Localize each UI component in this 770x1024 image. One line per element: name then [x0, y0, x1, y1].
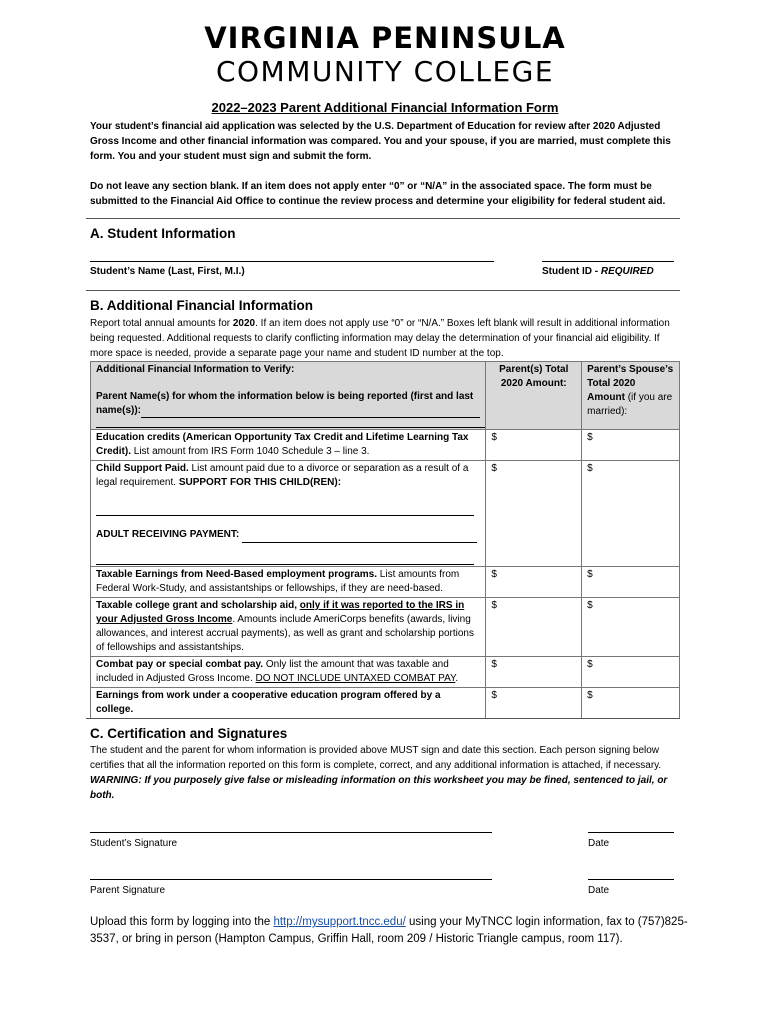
row-label-text: . Amounts include AmeriCorps benefits (awards, living allowances, and interest accrual payments), as well as grant and scholarship portions of fellowships and assistantships.	[96, 614, 474, 653]
student-date-label: Date	[588, 838, 610, 849]
section-b-intro-pre: Report total annual amounts for	[90, 318, 233, 329]
logo-line-1: VIRGINIA PENINSULA	[204, 21, 566, 55]
parent-amount-input[interactable]: $	[486, 598, 582, 657]
parent-signature-label: Parent Signature	[90, 885, 166, 896]
parent-date-label: Date	[588, 885, 610, 896]
financial-info-table	[90, 361, 680, 719]
row-label-bold-2: SUPPORT FOR THIS CHILD(REN):	[178, 477, 342, 488]
parent-amount-input[interactable]: $	[486, 688, 582, 719]
row-label-bold: Education credits (American Opportunity Tax Credit and Lifetime Learning Tax Credit).	[96, 432, 469, 457]
row-label-bold: Child Support Paid.	[96, 463, 189, 474]
upload-post: using your MyTNCC login information, fax to (757)825-3537, or bring in person (Hampton Campus, Griffin Hall, room 209 / Historic Triangle campus, room 117).	[90, 916, 688, 945]
spouse-amount-input[interactable]: $	[582, 461, 680, 567]
form-title: 2022–2023 Parent Additional Financial Information Form	[211, 100, 559, 115]
table-row	[91, 430, 680, 461]
section-b-intro-post: . If an item does not apply use “0” or “N/A.” Boxes left blank will result in additional information being requested. Additional requests to clarify conflicting information may delay the determination of your financial aid eligibility. If more space is needed, provide a separate page your name and student ID number at the top.	[90, 318, 670, 359]
student-id-label	[542, 266, 654, 277]
parent-date-line[interactable]	[588, 879, 674, 880]
spouse-amount-input[interactable]: $	[582, 567, 680, 598]
table-row	[91, 657, 680, 688]
row-label-text: List amounts from Federal Work-Study, and assistantships or fellowships, if they are need-based.	[96, 569, 460, 594]
parent-names-line-2[interactable]	[96, 418, 485, 428]
parent-amount-input[interactable]: $	[486, 461, 582, 567]
divider	[86, 290, 680, 291]
spouse-amount-input[interactable]: $	[582, 688, 680, 719]
row-child-support-label	[91, 461, 486, 567]
row-combat-pay-label	[91, 657, 486, 688]
student-name-label: Student’s Name (Last, First, M.I.)	[90, 266, 245, 277]
header-info-label: Additional Financial Information to Verify:	[96, 364, 295, 375]
spouse-amount-input[interactable]: $	[582, 430, 680, 461]
spouse-amount-input[interactable]: $	[582, 657, 680, 688]
child-support-line[interactable]	[96, 490, 474, 516]
parent-amount-input[interactable]: $	[486, 567, 582, 598]
parent-amount-input[interactable]: $	[486, 657, 582, 688]
intro-paragraph-1: Your student’s financial aid application was selected by the U.S. Department of Education for review after 2020 Adjusted Gross Income and other financial information was compared. You and your spouse, if you are married, must complete this form. You and your student must sign and submit the form.	[90, 121, 671, 162]
intro-paragraph-2: Do not leave any section blank. If an item does not apply enter “0” or “N/A” in the associated space. The form must be submitted to the Financial Aid Office to continue the review process and determine your eligibility for federal student aid.	[90, 181, 666, 207]
section-c-warning: WARNING: If you purposely give false or misleading information on this worksheet you may be fined, sentenced to jail, or both.	[90, 775, 668, 801]
row-label-bold-underline: only if it was reported to the IRS in your Adjusted Gross Income	[96, 600, 465, 625]
student-name-line[interactable]	[90, 261, 494, 262]
row-label-bold: Taxable college grant and scholarship aid,	[96, 600, 297, 611]
adult-receiving-payment	[96, 528, 480, 543]
row-label-text: List amount paid due to a divorce or separation as a result of a legal requirement.	[96, 463, 469, 488]
header-spouse-total-bold: Parent’s Spouse’s Total 2020 Amount	[587, 364, 674, 403]
header-parent-names-label: Parent Name(s) for whom the information below is being reported (first and last name(s)):	[96, 391, 474, 416]
section-b-intro	[90, 316, 680, 361]
logo-line-2: COMMUNITY COLLEGE	[215, 55, 555, 88]
section-c-body: The student and the parent for whom information is provided above MUST sign and date this section. Each person signing below certifies that all the information reported on this form is complete, correct, and any additional information is attached, if necessary.	[90, 745, 662, 771]
row-label-bold: Earnings from work under a cooperative education program offered by a college.	[96, 690, 441, 715]
header-spouse-total	[582, 362, 680, 430]
row-grant-scholarship-label	[91, 598, 486, 657]
student-signature-line[interactable]	[90, 832, 492, 833]
section-c-text	[90, 743, 680, 803]
student-id-label-text: Student ID -	[542, 266, 599, 277]
row-education-credits-label	[91, 430, 486, 461]
divider	[86, 718, 680, 719]
table-row	[91, 567, 680, 598]
section-b-intro-year: 2020	[232, 318, 256, 329]
section-c-heading: C. Certification and Signatures	[90, 726, 288, 741]
row-label-bold: Combat pay or special combat pay.	[96, 659, 264, 670]
adult-receiving-line[interactable]	[242, 528, 477, 543]
row-coop-earnings-label	[91, 688, 486, 719]
student-signature-label: Student’s Signature	[90, 838, 178, 849]
header-info-cell	[91, 362, 486, 430]
student-id-required: REQUIRED	[600, 266, 654, 277]
parent-signature-line[interactable]	[90, 879, 492, 880]
table-row	[91, 461, 680, 567]
upload-pre: Upload this form by logging into the	[90, 916, 274, 928]
section-b-heading: B. Additional Financial Information	[90, 298, 314, 313]
student-date-line[interactable]	[588, 832, 674, 833]
parent-amount-input[interactable]: $	[486, 430, 582, 461]
header-parent-total: Parent(s) Total 2020 Amount:	[486, 362, 582, 430]
college-logo	[0, 22, 770, 88]
section-a-heading: A. Student Information	[90, 226, 236, 241]
header-spouse-total-normal: (if you are married):	[587, 392, 673, 417]
spouse-amount-input[interactable]: $	[582, 598, 680, 657]
table-row	[91, 688, 680, 719]
student-id-line[interactable]	[542, 261, 674, 262]
adult-receiving-line-2[interactable]	[96, 543, 474, 565]
table-header-row	[91, 362, 680, 430]
row-need-based-earnings-label	[91, 567, 486, 598]
row-label-text: Only list the amount that was taxable and included in Adjusted Gross Income.	[96, 659, 449, 684]
upload-instructions	[90, 914, 690, 948]
row-label-end: .	[455, 673, 459, 684]
mysupport-link[interactable]: http://mysupport.tncc.edu/	[273, 916, 406, 928]
adult-receiving-label: ADULT RECEIVING PAYMENT:	[96, 529, 240, 540]
row-label-underline: DO NOT INCLUDE UNTAXED COMBAT PAY	[255, 673, 456, 684]
row-label-bold: Taxable Earnings from Need-Based employment programs.	[96, 569, 378, 580]
divider	[86, 218, 680, 219]
table-row	[91, 598, 680, 657]
row-label-text: List amount from IRS Form 1040 Schedule 3 – line 3.	[131, 446, 370, 457]
